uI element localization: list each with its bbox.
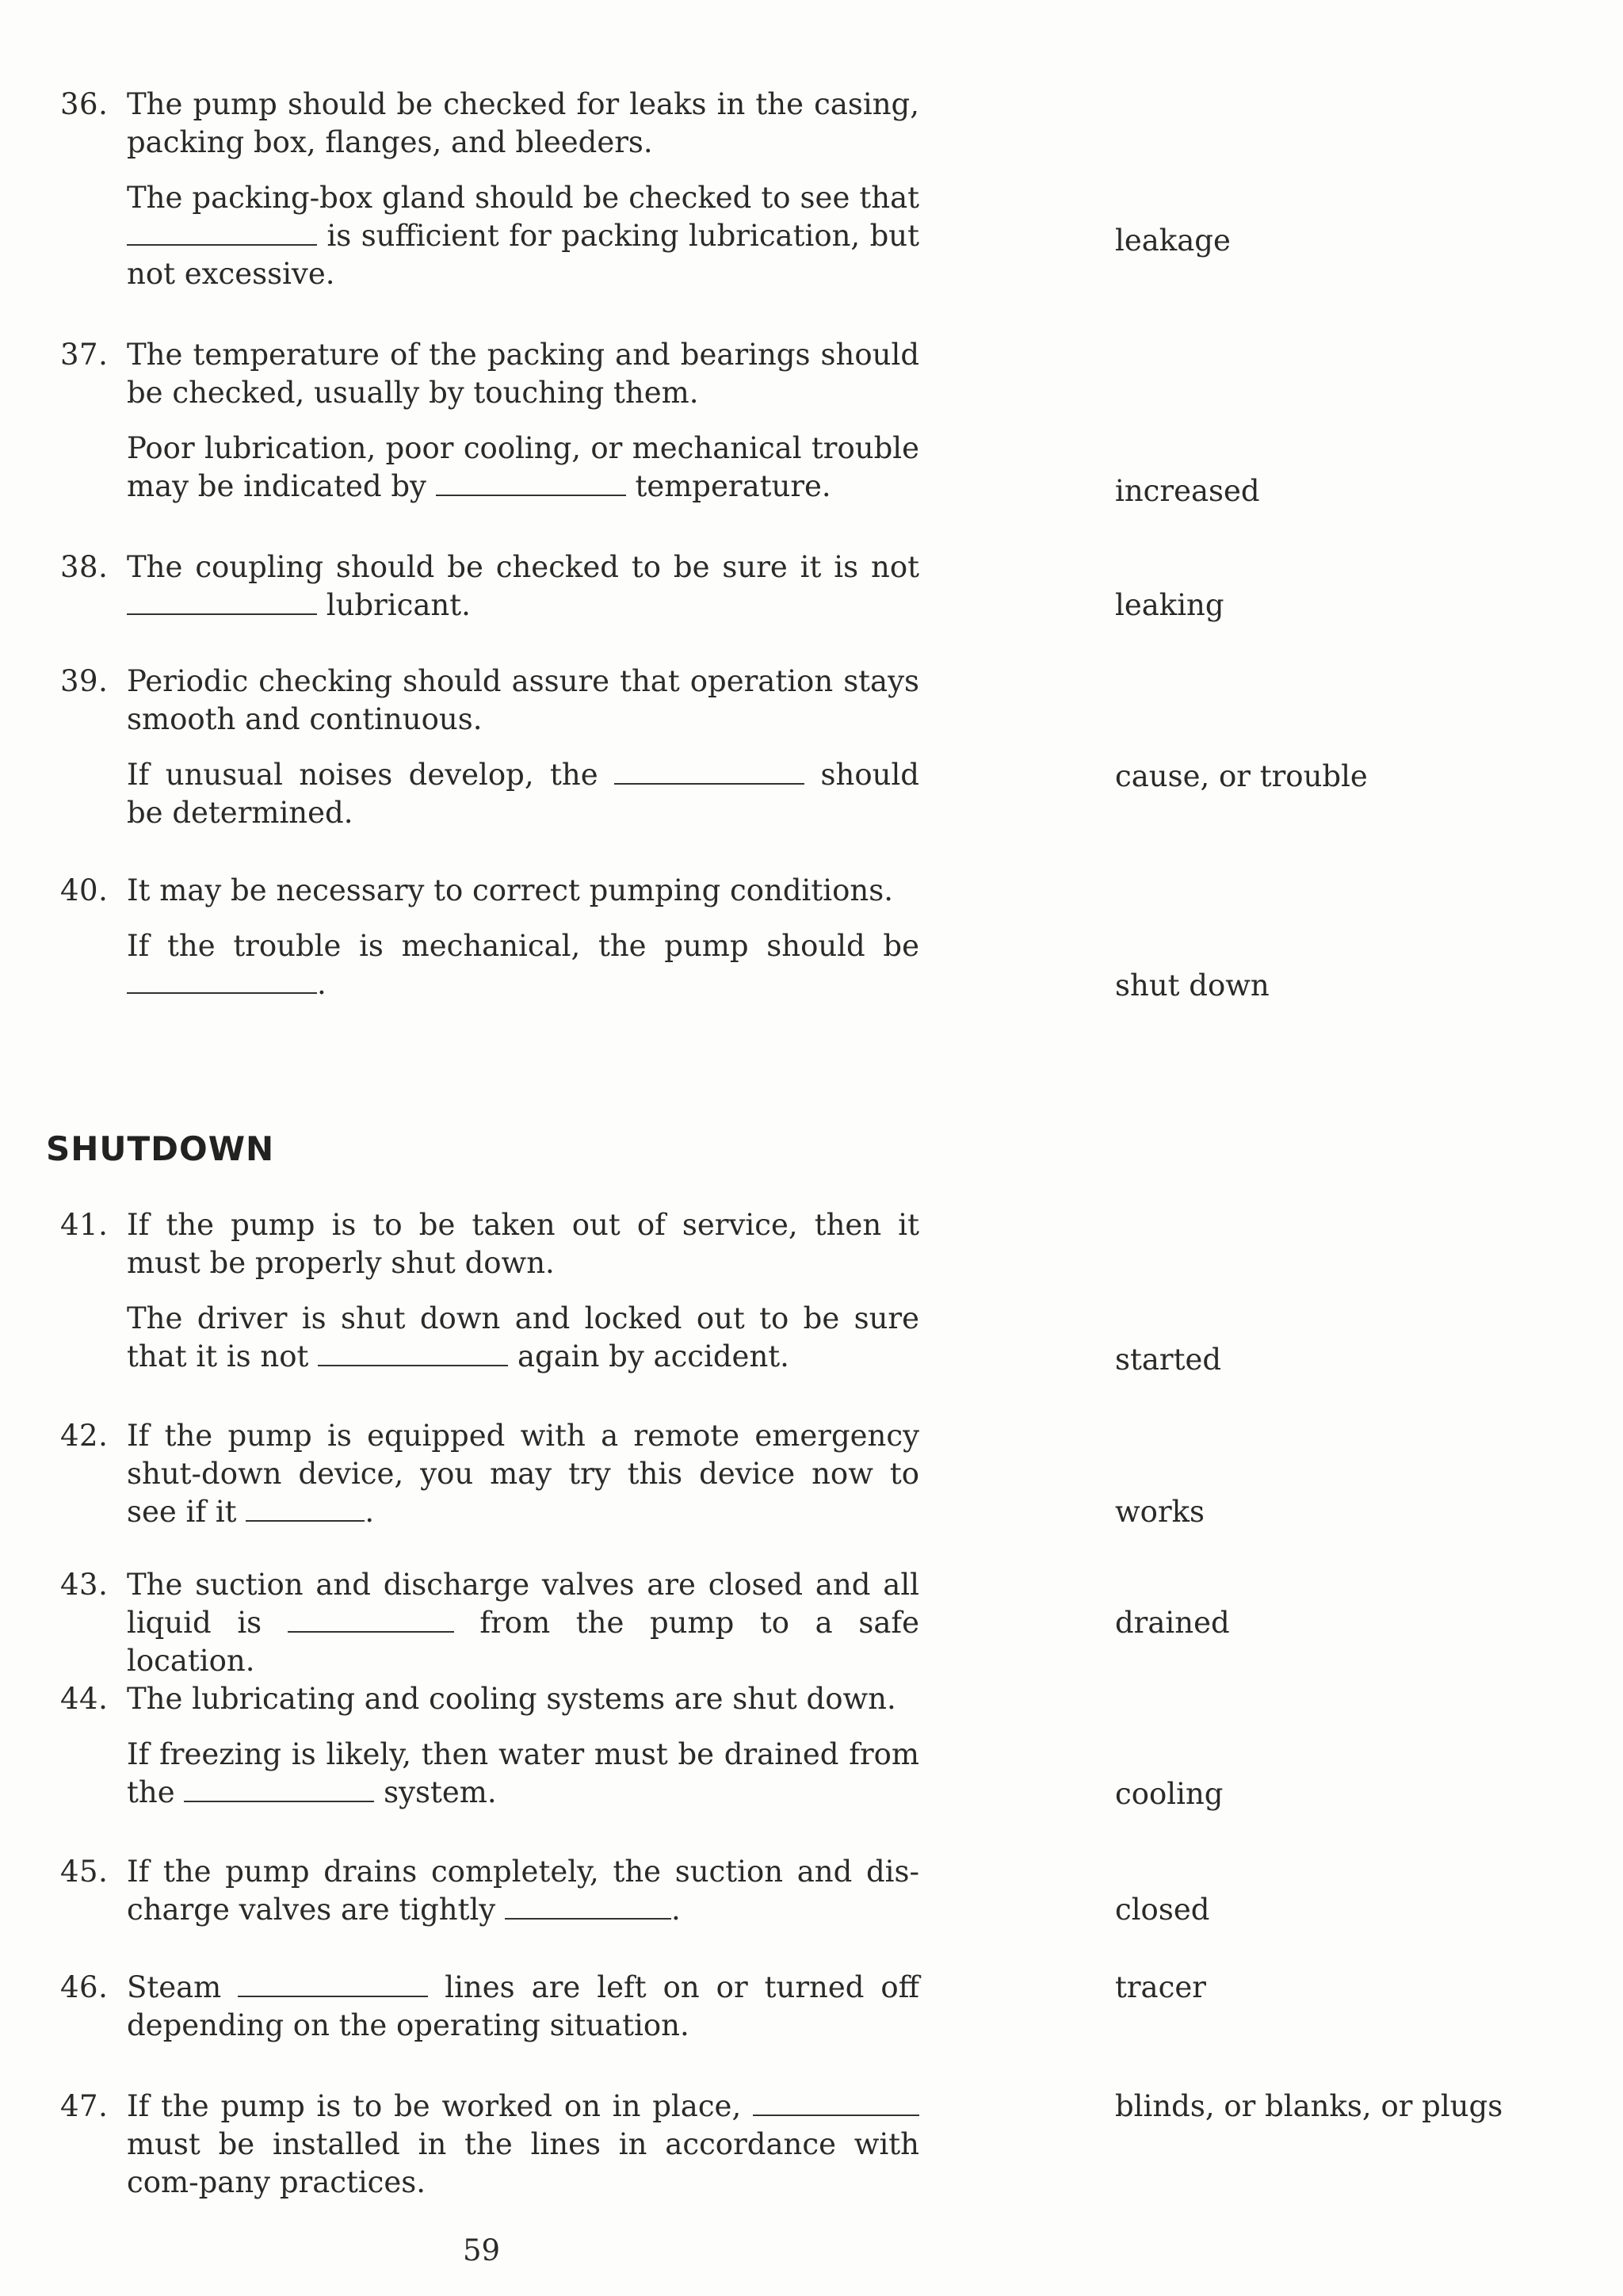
prompt-pre: If the pump is to be worked on in place, — [127, 2089, 742, 2123]
prompt-pre: Steam — [127, 1970, 222, 2004]
answer: started — [1115, 1343, 1222, 1377]
answer: leaking — [1115, 588, 1224, 622]
prompt-post: . — [670, 1893, 681, 1927]
question-number: 38. — [60, 550, 109, 584]
answer: closed — [1115, 1893, 1210, 1927]
answer-blank — [436, 471, 626, 496]
prompt-pre: The driver is shut down and locked out to be sure that it is not — [127, 1301, 919, 1373]
section-title: SHUTDOWN — [46, 1129, 275, 1168]
answer-blank — [246, 1496, 365, 1522]
prompt-post: lines are left on or turned off depending on the operating situation. — [127, 1970, 919, 2042]
prompt-pre: If unusual noises develop, the — [127, 758, 598, 792]
question-text — [127, 2088, 919, 2202]
answer-blank — [505, 1894, 671, 1920]
answer-blank — [753, 2091, 919, 2116]
question-number: 46. — [60, 1970, 109, 2004]
prompt-pre: Poor lubrication, poor cooling, or mechanical trouble may be indicated by — [127, 431, 919, 503]
prompt-pre: If the pump is equipped with a remote emergency shut-down device, you may try this device now to see if it — [127, 1419, 919, 1529]
answer-blank — [127, 590, 317, 615]
question-lead: Periodic checking should assure that operation stays smooth and continuous. — [127, 664, 919, 736]
answer: tracer — [1115, 1970, 1206, 2004]
question-text — [127, 1853, 919, 1929]
question-text — [127, 336, 919, 506]
prompt-pre: If the trouble is mechanical, the pump should be — [127, 929, 919, 963]
question-text — [127, 1680, 919, 1812]
prompt-pre: If freezing is likely, then water must be drained from the — [127, 1737, 919, 1809]
question-number: 42. — [60, 1419, 109, 1453]
answer-blank — [288, 1607, 454, 1633]
question-lead: If the pump is to be taken out of service, then it must be properly shut down. — [127, 1208, 919, 1280]
answer-blank — [184, 1777, 374, 1802]
question-number: 39. — [60, 664, 109, 698]
prompt-post: is sufficient for packing lubrication, but not excessive. — [127, 219, 919, 291]
question-number: 43. — [60, 1568, 109, 1602]
answer: cooling — [1115, 1777, 1224, 1811]
answer: drained — [1115, 1606, 1230, 1640]
question-text — [127, 1969, 919, 2045]
prompt-pre: If the pump drains completely, the suction and dis-charge valves are tightly — [127, 1855, 919, 1927]
prompt-post: from the pump to a safe location. — [127, 1606, 919, 1678]
question-number: 36. — [60, 87, 109, 121]
question-lead: The lubricating and cooling systems are shut down. — [127, 1682, 896, 1716]
question-text — [127, 872, 919, 1003]
question-text — [127, 1417, 919, 1531]
question-number: 44. — [60, 1682, 109, 1716]
question-number: 45. — [60, 1855, 109, 1889]
answer: blinds, or blanks, or plugs — [1115, 2089, 1503, 2123]
question-lead: The temperature of the packing and bearings should be checked, usually by touching them. — [127, 338, 919, 410]
prompt-post: again by accident. — [517, 1339, 789, 1373]
question-text — [127, 1566, 919, 1680]
prompt-post: temperature. — [635, 469, 831, 503]
answer: increased — [1115, 474, 1260, 508]
prompt-post: . — [365, 1495, 375, 1529]
prompt-pre: The packing-box gland should be checked to see that — [127, 181, 919, 215]
prompt-post: must be installed in the lines in accordance with com-pany practices. — [127, 2127, 919, 2199]
question-text — [127, 86, 919, 293]
question-text — [127, 663, 919, 832]
prompt-post: should be determined. — [127, 758, 919, 830]
prompt-pre: The coupling should be checked to be sure it is not — [127, 550, 919, 584]
prompt-post: lubricant. — [326, 588, 471, 622]
prompt-post: . — [317, 967, 327, 1001]
question-number: 47. — [60, 2089, 109, 2123]
prompt-post: system. — [384, 1775, 497, 1809]
question-lead: It may be necessary to correct pumping conditions. — [127, 873, 893, 907]
answer-blank — [614, 759, 804, 785]
answer-blank — [318, 1341, 508, 1366]
question-number: 37. — [60, 338, 109, 372]
answer: cause, or trouble — [1115, 759, 1368, 793]
prompt-pre: The suction and discharge valves are closed and all liquid is — [127, 1568, 919, 1640]
answer-blank — [127, 968, 317, 994]
answer: leakage — [1115, 223, 1231, 258]
answer: works — [1115, 1495, 1205, 1529]
question-number: 40. — [60, 873, 109, 907]
page-number: 59 — [463, 2233, 501, 2267]
question-text — [127, 548, 919, 625]
question-lead: The pump should be checked for leaks in the casing, packing box, flanges, and bleeders. — [127, 87, 919, 159]
answer-blank — [238, 1972, 428, 1997]
answer: shut down — [1115, 968, 1270, 1003]
answer-blank — [127, 220, 317, 246]
question-number: 41. — [60, 1208, 109, 1242]
question-text — [127, 1206, 919, 1376]
